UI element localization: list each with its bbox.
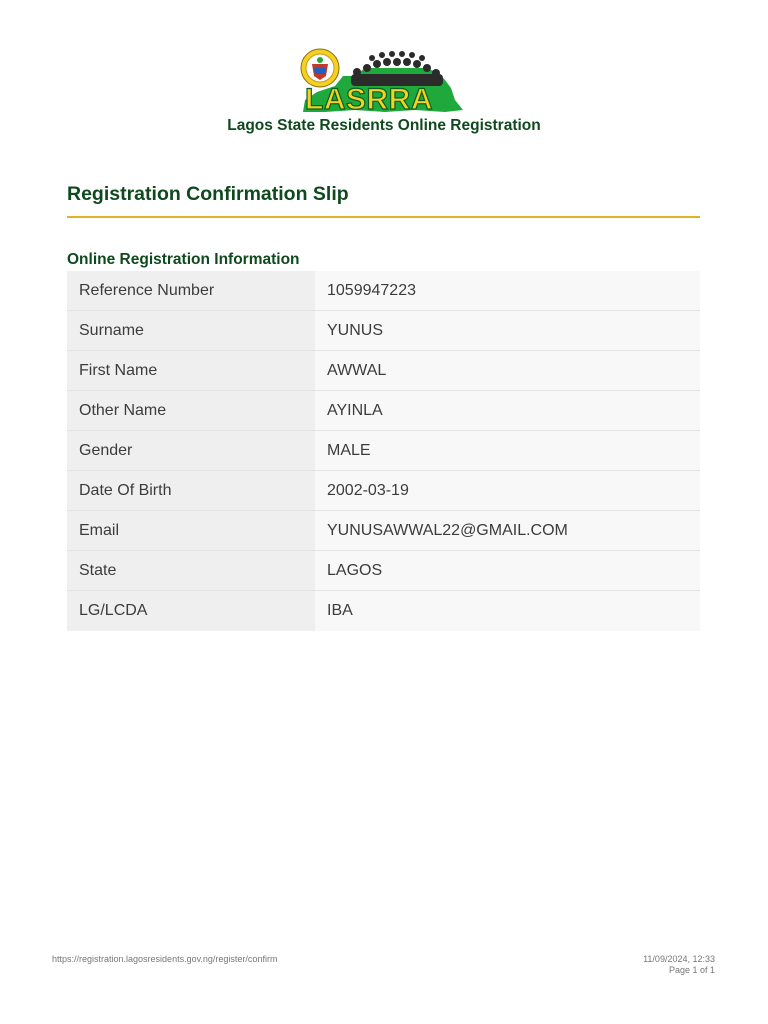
lasrra-logo	[295, 46, 465, 116]
page-title: Registration Confirmation Slip	[67, 183, 349, 205]
footer-page-number: Page 1 of 1	[668, 965, 715, 975]
row-label: Gender	[67, 431, 315, 471]
footer-url: https://registration.lagosresidents.gov.ng/register/confirm	[52, 954, 278, 964]
table-row	[67, 471, 700, 511]
section-title: Online Registration Information	[67, 251, 300, 268]
svg-text:LASRRA: LASRRA	[305, 83, 433, 116]
footer-timestamp: 11/09/2024, 12:33	[643, 954, 715, 964]
row-label: Email	[67, 511, 315, 551]
table-row	[67, 511, 700, 551]
table-row	[67, 391, 700, 431]
table-row	[67, 271, 700, 311]
row-value: AYINLA	[315, 391, 700, 431]
title-divider	[67, 216, 700, 218]
row-label: LG/LCDA	[67, 591, 315, 632]
row-label: Date Of Birth	[67, 471, 315, 511]
row-label: Other Name	[67, 391, 315, 431]
row-label: State	[67, 551, 315, 591]
table-row	[67, 351, 700, 391]
row-value: LAGOS	[315, 551, 700, 591]
row-value: 1059947223	[315, 271, 700, 311]
row-value: YUNUSAWWAL22@GMAIL.COM	[315, 511, 700, 551]
row-value: AWWAL	[315, 351, 700, 391]
site-subtitle: Lagos State Residents Online Registration	[227, 117, 541, 134]
row-value: YUNUS	[315, 311, 700, 351]
row-label: Surname	[67, 311, 315, 351]
row-value: 2002-03-19	[315, 471, 700, 511]
row-value: MALE	[315, 431, 700, 471]
table-row	[67, 591, 700, 632]
table-row	[67, 551, 700, 591]
table-row	[67, 311, 700, 351]
footer-meta	[643, 954, 715, 976]
row-label: First Name	[67, 351, 315, 391]
row-value: IBA	[315, 591, 700, 632]
row-label: Reference Number	[67, 271, 315, 311]
registration-info-table	[67, 271, 700, 631]
table-row	[67, 431, 700, 471]
